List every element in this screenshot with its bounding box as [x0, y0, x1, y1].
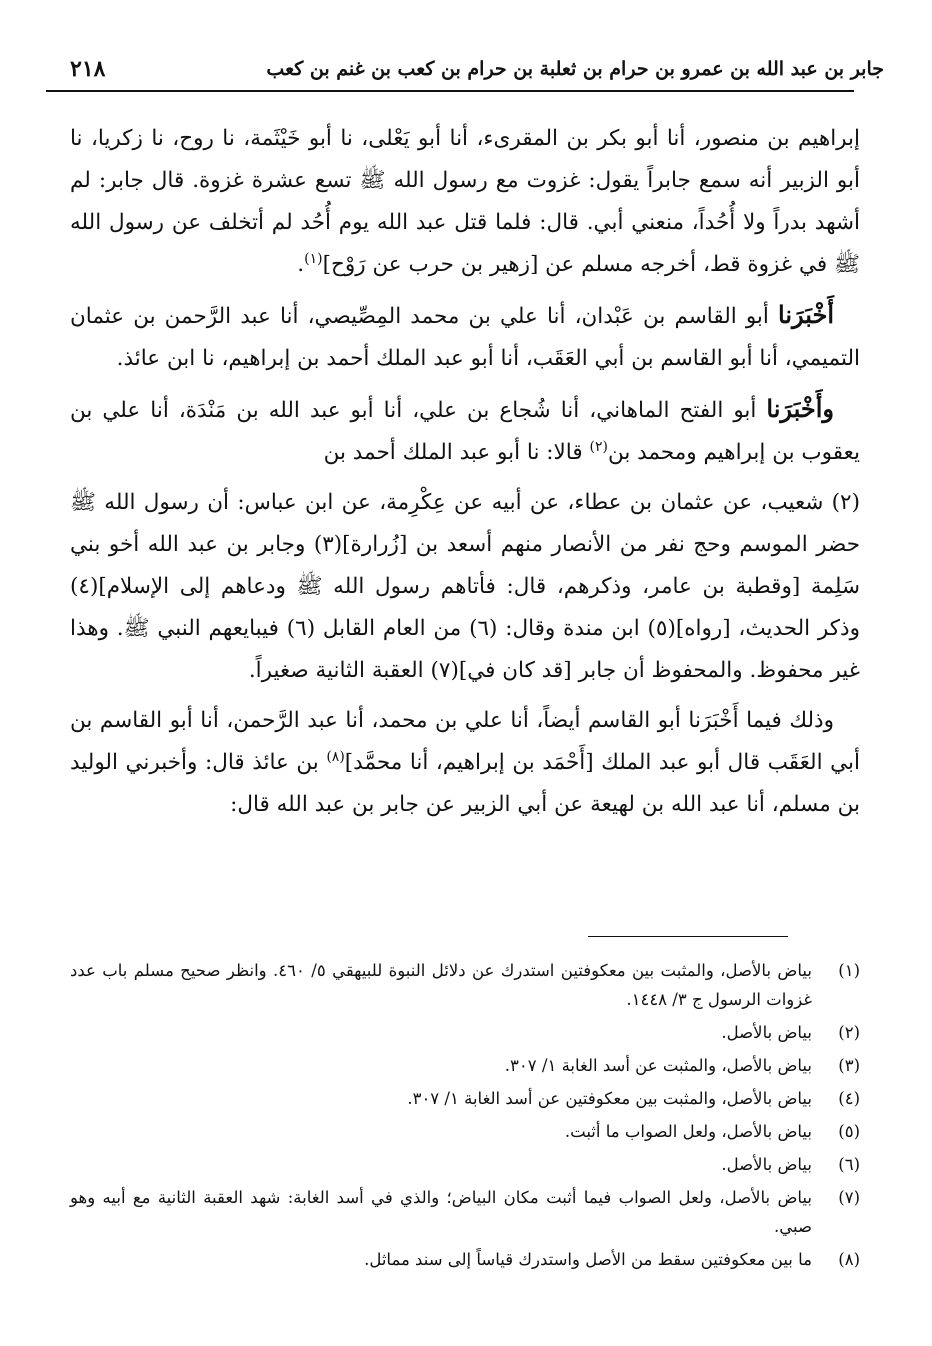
footnote-separator [588, 936, 788, 937]
paragraph-2 [70, 294, 860, 380]
footnote-text: بياض بالأصل. [721, 1023, 812, 1042]
footnote-item [70, 1084, 860, 1113]
footnote-item [70, 1150, 860, 1179]
footnote-item [70, 1183, 860, 1241]
footnote-text: بياض بالأصل. [721, 1155, 812, 1174]
footnote-text: بياض بالأصل، والمثبت بين معكوفتين استدرك عن دلائل النبوة للبيهقي ٥/ ٤٦٠. وانظر صحيح مسلم باب عدد غزوات الرسول ج ٣/ ١٤٤٨. [70, 961, 812, 1009]
paragraph-text: أبو الفتح الماهاني، أنا شُجاع بن علي، أنا أبو عبد الله بن مَنْدَة، أنا علي بن يعقوب بن إبراهيم ومحمد بن [70, 398, 860, 465]
paragraph-4 [70, 482, 860, 692]
footnote-number: (٥) [838, 1122, 860, 1141]
footnote-number: (٦) [838, 1155, 860, 1174]
main-text [70, 118, 860, 834]
paragraph-5 [70, 700, 860, 826]
paragraph-3 [70, 388, 860, 474]
paragraph-tail: . [297, 252, 305, 277]
running-head-title: جابر بن عبد الله بن عمرو بن حرام بن ثعلبة بن حرام بن كعب بن غنم بن كعب [266, 58, 884, 80]
footnote-number: (٨) [838, 1250, 860, 1269]
header-rule [46, 90, 854, 92]
footnote-reference: (٢) [589, 438, 608, 455]
footnote-item [70, 1245, 860, 1274]
footnote-item [70, 1117, 860, 1146]
footnote-reference: (١) [304, 250, 323, 267]
footnote-text: ما بين معكوفتين سقط من الأصل واستدرك قياساً إلى سند مماثل. [364, 1250, 812, 1269]
footnote-number: (١) [838, 961, 860, 980]
footnote-item [70, 1018, 860, 1047]
page-number: ٢١٨ [70, 56, 106, 82]
footnotes [70, 956, 860, 1278]
paragraph-text: أبو القاسم بن عَبْدان، أنا علي بن محمد المِصِّيصي، أنا عبد الرَّحمن بن عثمان التميمي، أنا أبو القاسم بن أبي العَقَب، أنا أبو عبد الملك أحمد بن إبراهيم، نا ابن عائذ. [70, 304, 860, 371]
footnote-text: بياض بالأصل، ولعل الصواب فيما أثبت مكان البياض؛ والذي في أسد الغابة: شهد العقبة الثانية مع أبيه وهو صبي. [70, 1188, 812, 1236]
isnad-lead-word: وأَخْبَرَنا [766, 394, 834, 423]
footnote-item [70, 956, 860, 1014]
footnote-number: (٢) [838, 1023, 860, 1042]
paragraph-tail: بن عائذ قال: وأخبرني الوليد بن مسلم، أنا عبد الله بن لهيعة عن أبي الزبير عن جابر بن عبد الله قال: [70, 750, 860, 817]
running-head [70, 50, 884, 92]
footnote-number: (٣) [838, 1056, 860, 1075]
footnote-text: بياض بالأصل، والمثبت بين معكوفتين عن أسد الغابة ١/ ٣٠٧. [407, 1089, 812, 1108]
isnad-lead-word: أَخْبَرَنا [778, 300, 834, 329]
footnote-item [70, 1051, 860, 1080]
paragraph-tail: قالا: نا أبو عبد الملك أحمد بن [323, 440, 590, 465]
footnote-number: (٧) [838, 1188, 860, 1207]
paragraph-text: (٢) شعيب، عن عثمان بن عطاء، عن أبيه عن عِكْرِمة، عن ابن عباس: أن رسول الله ﷺ حضر الموسم وحج نفر من الأنصار منهم أسعد بن [زُرارة](٣) وجابر بن عبد الله أخو بني سَلِمة [وقطبة بن عامر، وذكرهم، قال: فأتاهم رسول الله ﷺ ودعاهم إلى الإسلام](٤) وذكر الحديث، [رواه](٥) ابن مندة وقال: (٦) من العام القابل (٦) فيبايعهم النبي ﷺ. وهذا غير محفوظ. والمحفوظ أن جابر [قد كان في](٧) العقبة الثانية صغيراً. [70, 490, 860, 683]
footnote-reference: (٨) [326, 748, 345, 765]
paragraph-1 [70, 118, 860, 286]
paragraph-text: إبراهيم بن منصور، أنا أبو بكر بن المقرىء، أنا أبو يَعْلى، نا أبو خَيْثَمة، نا روح، نا زكريا، نا أبو الزبير أنه سمع جابراً يقول: غزوت مع رسول الله ﷺ تسع عشرة غزوة. قال جابر: لم أشهد بدراً ولا أُحُداً، منعني أبي. قال: فلما قتل عبد الله يوم أُحُد لم أتخلف عن رسول الله ﷺ في غزوة قط، أخرجه مسلم عن [زهير بن حرب عن رَوْح] [70, 126, 860, 277]
paragraph-text: وذلك فيما أَخْبَرَنا أبو القاسم أيضاً، أنا علي بن محمد، أنا عبد الرَّحمن، أنا أبو القاسم بن أبي العَقَب قال أبو عبد الملك [أَحْمَد بن إبراهيم، أنا محمَّد] [70, 708, 860, 775]
footnote-text: بياض بالأصل، ولعل الصواب ما أثبت. [564, 1122, 812, 1141]
footnote-number: (٤) [838, 1089, 860, 1108]
footnote-text: بياض بالأصل، والمثبت عن أسد الغابة ١/ ٣٠٧. [504, 1056, 812, 1075]
